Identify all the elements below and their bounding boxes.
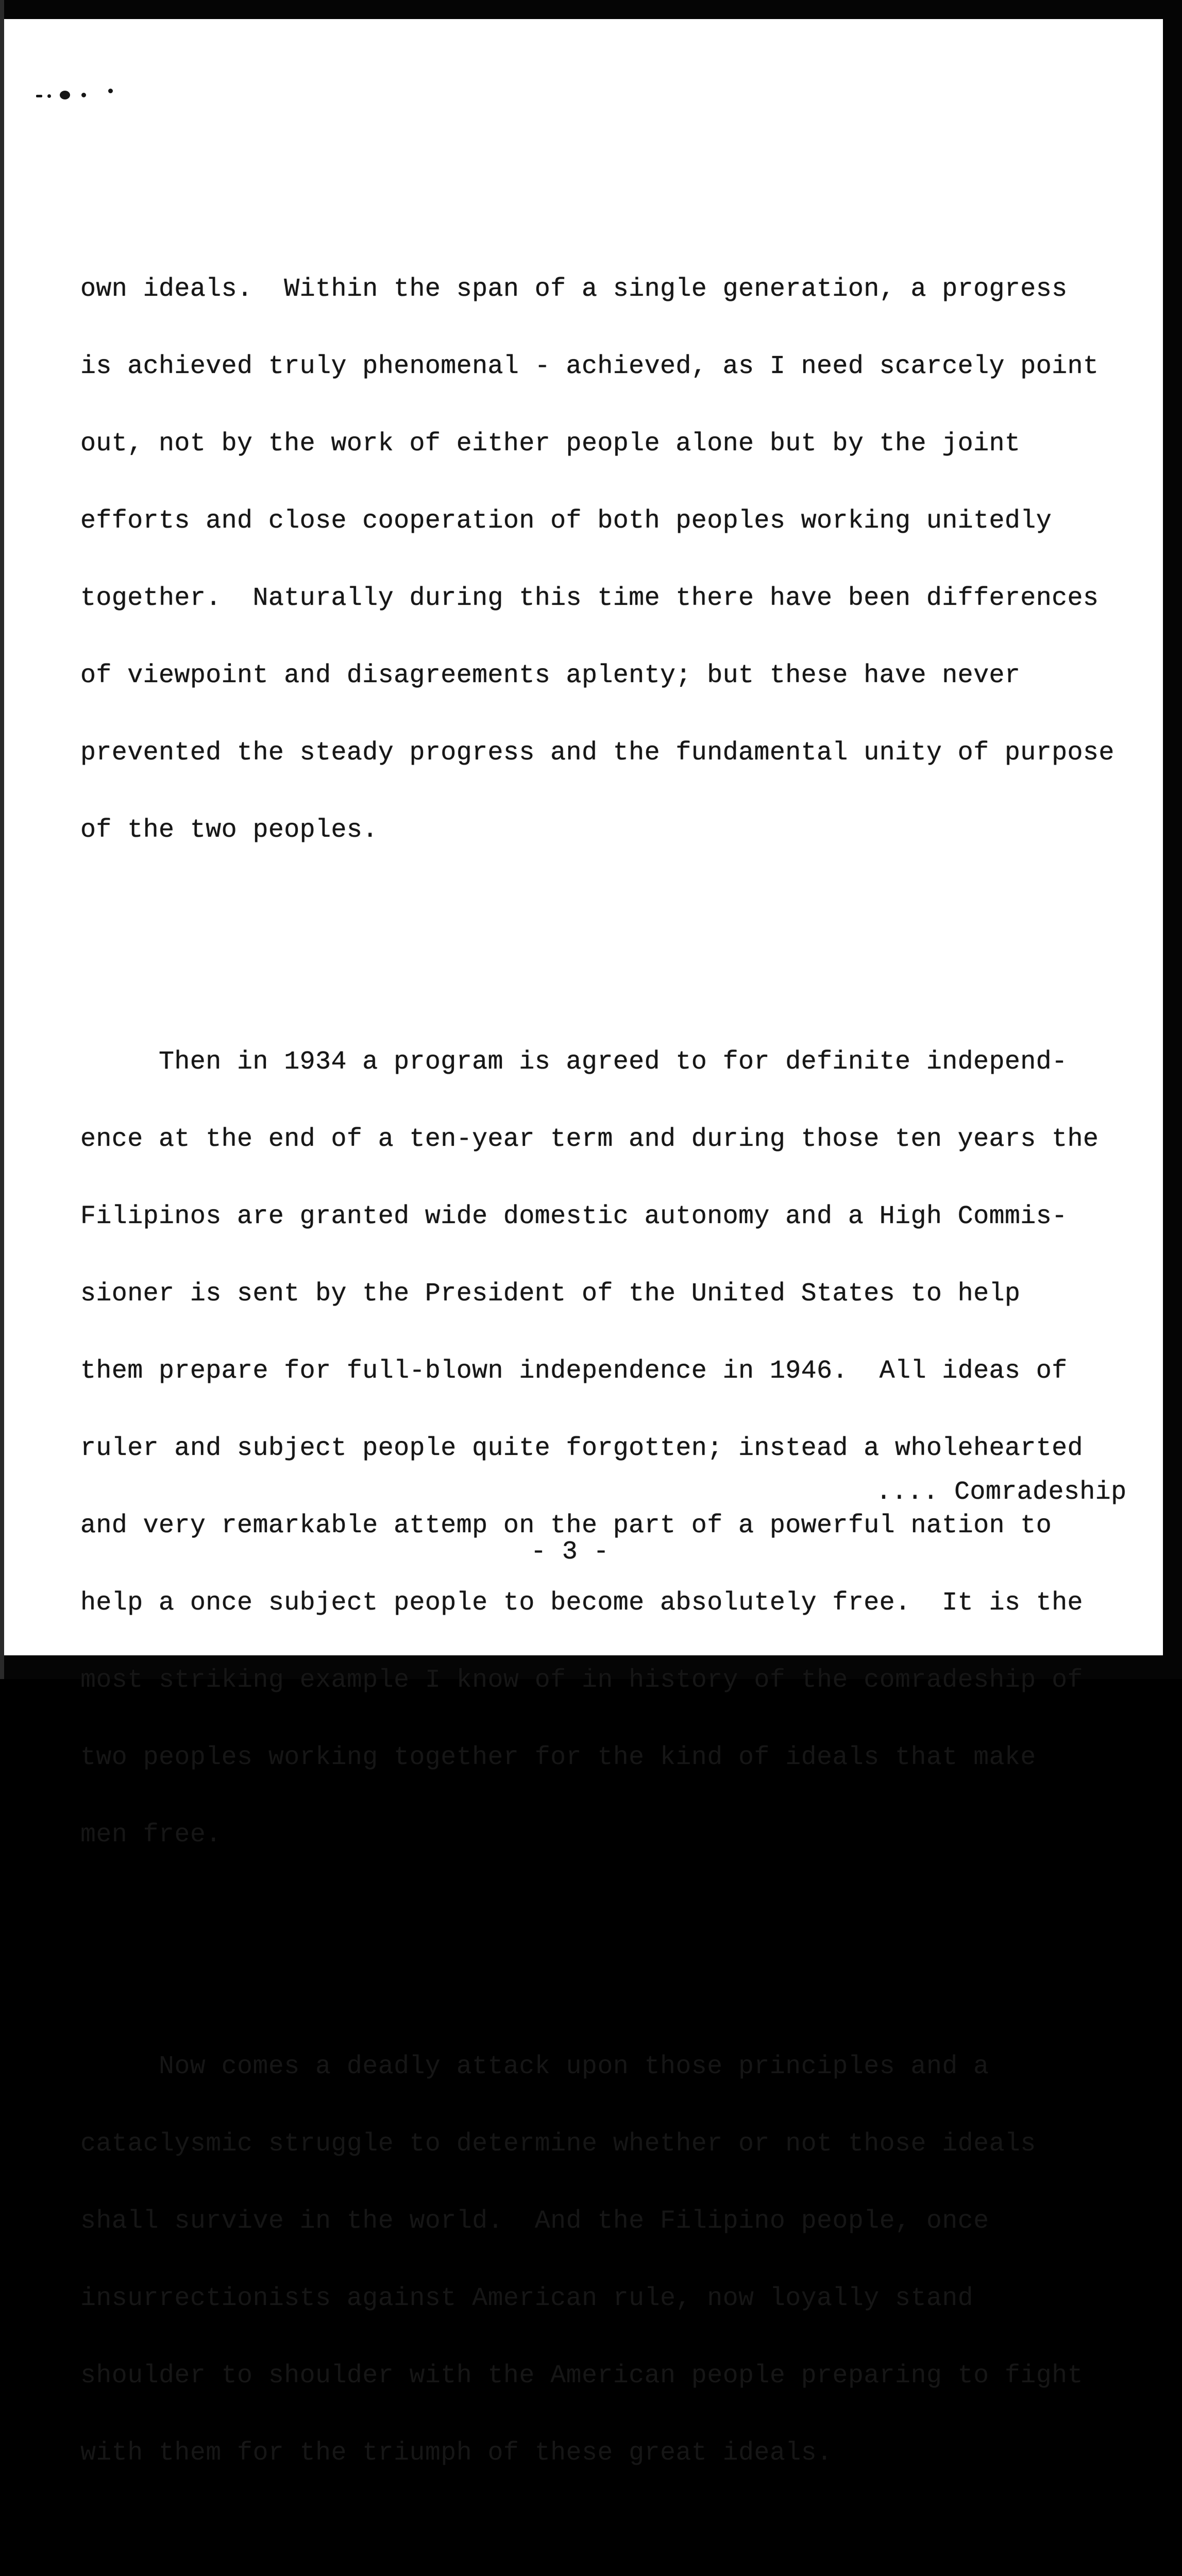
paragraph-3 — [80, 2003, 1152, 2518]
text-line: two peoples working together for the kind of ideals that make — [80, 1743, 1036, 1772]
text-line: of viewpoint and disagreements aplenty; but these have never — [80, 661, 1021, 690]
text-line: of the two peoples. — [80, 816, 378, 845]
scan-border-left — [0, 0, 4, 1679]
text-line: prevented the steady progress and the fundamental unity of purpose — [80, 738, 1115, 768]
scan-mark — [81, 93, 86, 97]
text-line: Then in 1934 a program is agreed to for definite independ- — [159, 1047, 1068, 1077]
text-line: sioner is sent by the President of the United States to help — [80, 1279, 1021, 1309]
text-line: own ideals. Within the span of a single generation, a progress — [80, 275, 1068, 304]
page-number: - 3 - — [531, 1537, 610, 1567]
text-line: cataclysmic struggle to determine whether or not those ideals — [80, 2129, 1036, 2159]
scan-border-right — [1163, 0, 1182, 1679]
text-line: insurrectionists against American rule, now loyally stand — [80, 2284, 974, 2313]
paragraph-2 — [80, 998, 1152, 1900]
text-line: ence at the end of a ten-year term and during those ten years the — [80, 1125, 1099, 1154]
text-line: with them for the triumph of these great ideals. — [80, 2438, 833, 2468]
text-line: together. Naturally during this time there have been differences — [80, 584, 1099, 613]
body-text — [80, 148, 1152, 2576]
scan-mark — [60, 91, 70, 99]
text-line: efforts and close cooperation of both peoples working unitedly — [80, 506, 1052, 536]
text-line: them prepare for full-blown independence in 1946. All ideas of — [80, 1357, 1068, 1386]
text-line: Filipinos are granted wide domestic autonomy and a High Commis- — [80, 1202, 1068, 1231]
text-line: most striking example I know of in history of the comradeship of — [80, 1666, 1083, 1695]
text-line: and very remarkable attemp on the part of a powerful nation to — [80, 1511, 1052, 1540]
text-line: ruler and subject people quite forgotten; instead a wholehearted — [80, 1434, 1083, 1463]
text-line: shall survive in the world. And the Filipino people, once — [80, 2207, 989, 2236]
scan-mark — [47, 94, 51, 98]
continuation-catchword: .... Comradeship — [876, 1478, 1127, 1507]
paragraph-1 — [80, 225, 1152, 895]
scan-mark — [36, 95, 42, 97]
text-line: Now comes a deadly attack upon those principles and a — [159, 2052, 989, 2081]
text-line: men free. — [80, 1820, 222, 1850]
text-line: out, not by the work of either people alone but by the joint — [80, 429, 1021, 459]
scan-border-top — [0, 0, 1182, 19]
text-line: shoulder to shoulder with the American people preparing to fight — [80, 2361, 1083, 2391]
text-line: is achieved truly phenomenal - achieved, as I need scarcely point — [80, 352, 1099, 381]
text-line: help a once subject people to become absolutely free. It is the — [80, 1588, 1083, 1618]
scan-mark — [108, 89, 113, 93]
